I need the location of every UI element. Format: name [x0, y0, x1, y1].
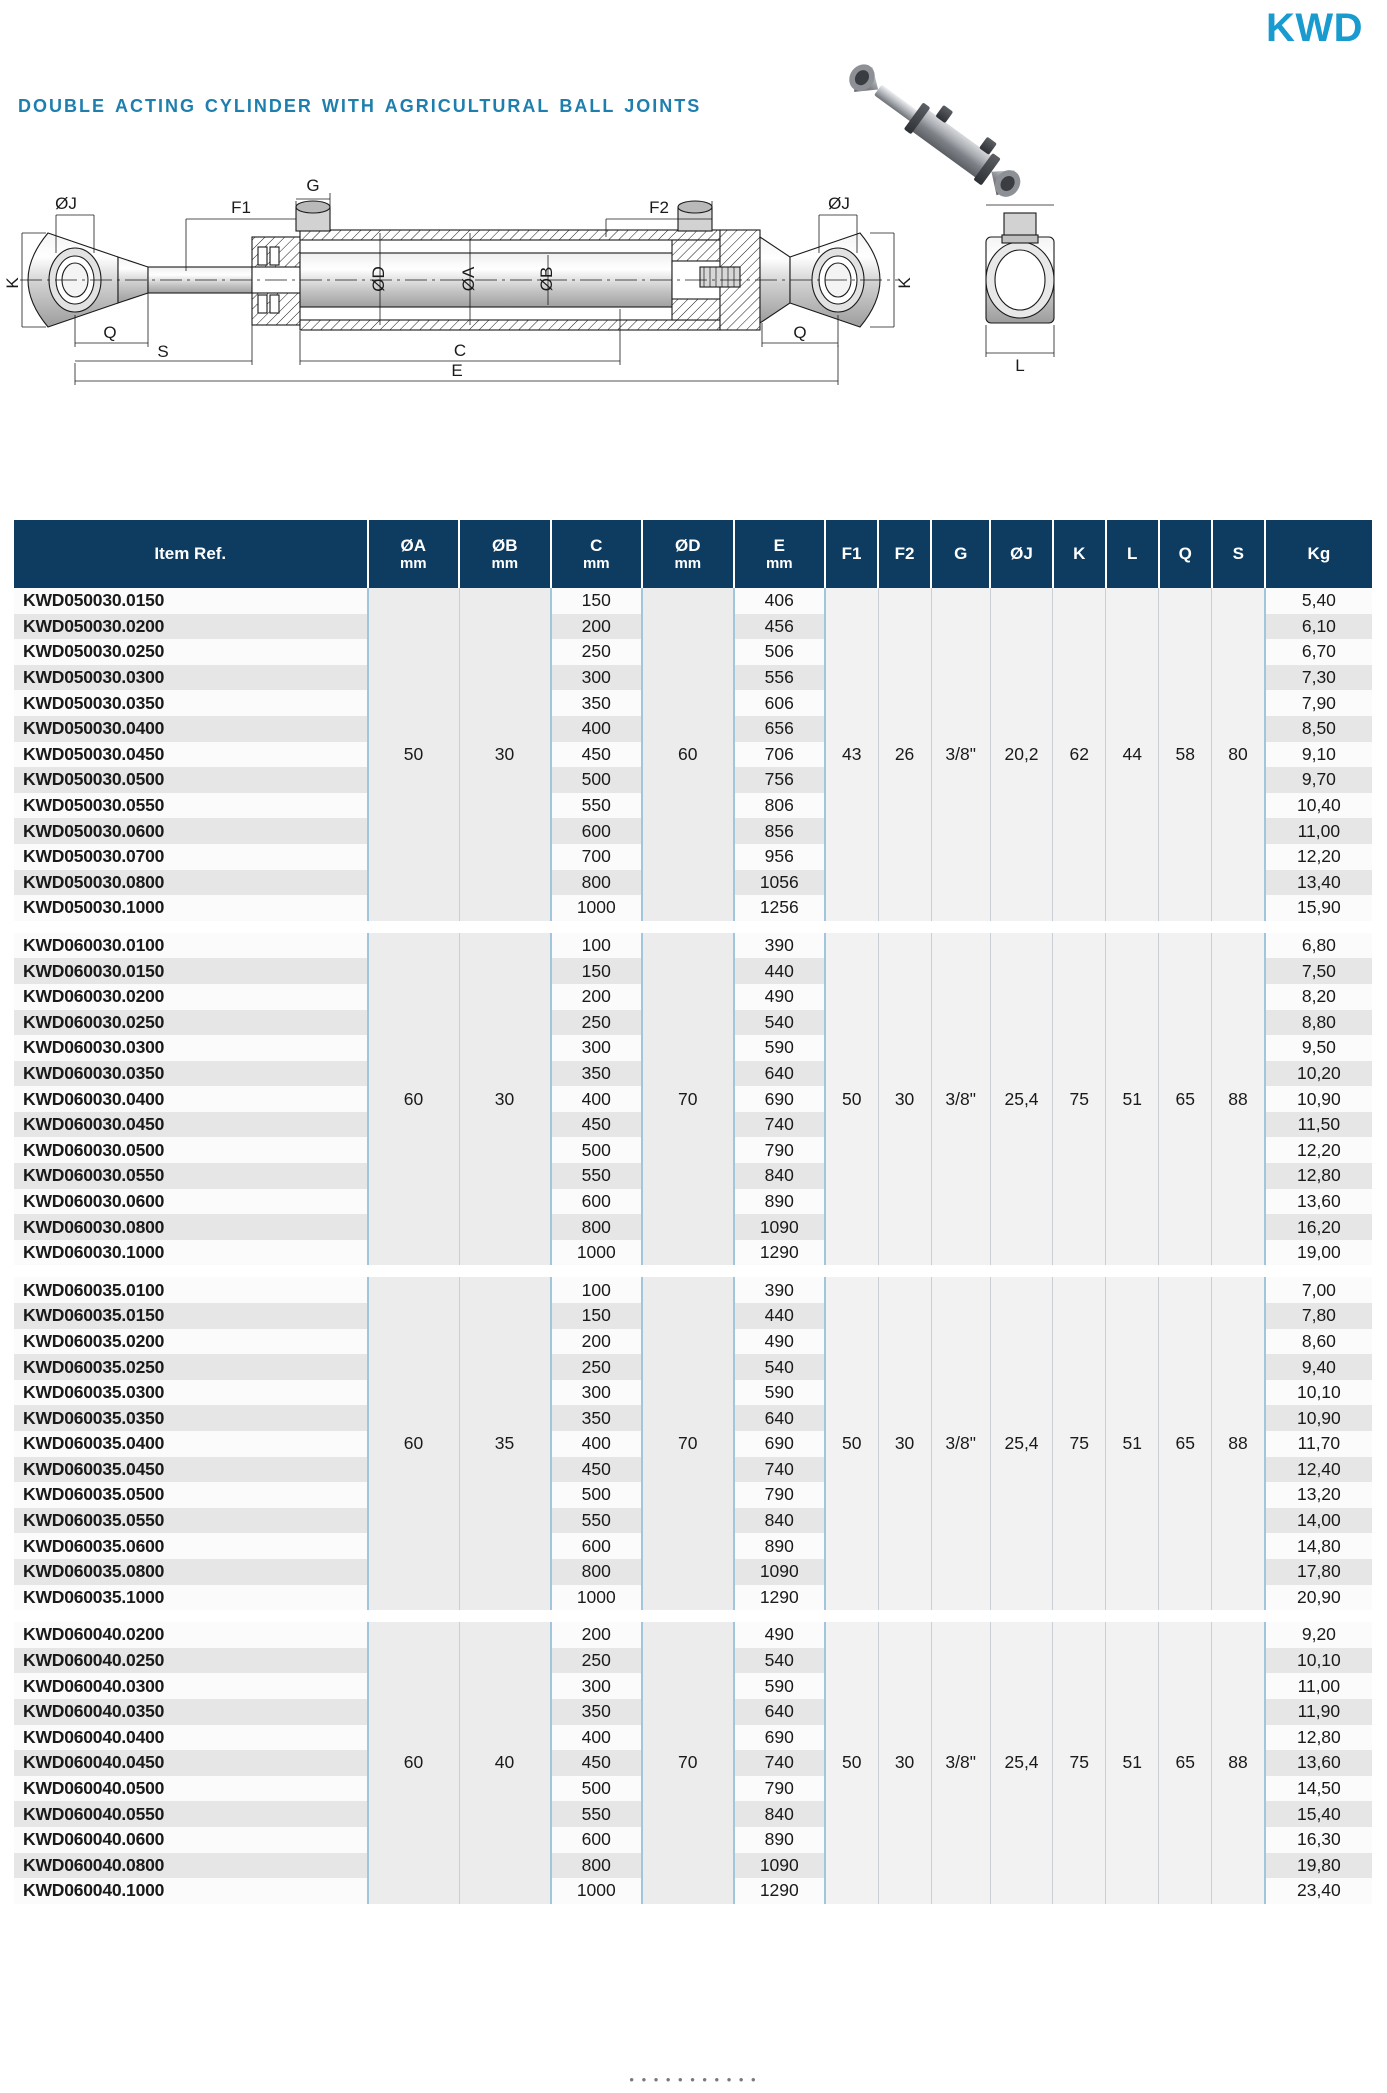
cell-c: 300 [551, 665, 643, 691]
cell-c: 100 [551, 933, 643, 959]
cell-e: 1290 [734, 1878, 826, 1904]
cell-c: 350 [551, 690, 643, 716]
cell-item-ref: KWD050030.0200 [14, 614, 368, 640]
cell-c: 400 [551, 1086, 643, 1112]
table-row[interactable] [14, 588, 1372, 614]
cell-item-ref: KWD060040.1000 [14, 1878, 368, 1904]
cell-kg: 11,90 [1265, 1699, 1372, 1725]
cell-item-ref: KWD050030.0400 [14, 716, 368, 742]
cell-item-ref: KWD060030.1000 [14, 1240, 368, 1266]
cell-s: 88 [1212, 1622, 1265, 1904]
cell-oa: 60 [368, 933, 460, 1266]
cell-e: 790 [734, 1776, 826, 1802]
cell-e: 740 [734, 1457, 826, 1483]
cell-item-ref: KWD060035.0350 [14, 1405, 368, 1431]
cell-e: 556 [734, 665, 826, 691]
cell-e: 590 [734, 1380, 826, 1406]
col-header-ref: Item Ref. [14, 520, 368, 588]
cell-c: 500 [551, 767, 643, 793]
cell-item-ref: KWD060035.1000 [14, 1585, 368, 1611]
col-header-l: L [1106, 520, 1159, 588]
cell-item-ref: KWD050030.0350 [14, 690, 368, 716]
col-header-e: E mm [734, 520, 826, 588]
table-body [14, 588, 1372, 1904]
cell-item-ref: KWD060035.0100 [14, 1277, 368, 1303]
cell-item-ref: KWD060030.0250 [14, 1010, 368, 1036]
cell-s: 88 [1212, 1277, 1265, 1610]
cell-c: 400 [551, 716, 643, 742]
cell-kg: 6,70 [1265, 639, 1372, 665]
cell-item-ref: KWD050030.0450 [14, 742, 368, 768]
cell-g: 3/8" [931, 933, 990, 1266]
cell-k: 75 [1053, 933, 1106, 1266]
cell-e: 1090 [734, 1853, 826, 1879]
cell-e: 690 [734, 1725, 826, 1751]
cell-kg: 8,50 [1265, 716, 1372, 742]
label-l: L [1015, 356, 1025, 375]
cell-e: 740 [734, 1750, 826, 1776]
cell-kg: 20,90 [1265, 1585, 1372, 1611]
col-header-kg: Kg [1265, 520, 1372, 588]
cell-c: 350 [551, 1061, 643, 1087]
cell-kg: 10,40 [1265, 793, 1372, 819]
col-header-g: G [931, 520, 990, 588]
cell-kg: 13,20 [1265, 1482, 1372, 1508]
cell-oa: 60 [368, 1622, 460, 1904]
cell-item-ref: KWD060030.0100 [14, 933, 368, 959]
cell-item-ref: KWD050030.0250 [14, 639, 368, 665]
cell-e: 840 [734, 1801, 826, 1827]
cell-oj: 25,4 [990, 1622, 1052, 1904]
label-oj-left: ØJ [55, 194, 77, 213]
cell-kg: 13,40 [1265, 870, 1372, 896]
col-header-c: C mm [551, 520, 643, 588]
cell-e: 890 [734, 1189, 826, 1215]
cell-e: 540 [734, 1354, 826, 1380]
cell-item-ref: KWD060030.0600 [14, 1189, 368, 1215]
cell-c: 150 [551, 588, 643, 614]
footer-decoration: • • • • • • • • • • • [629, 2072, 758, 2087]
cell-l: 51 [1106, 1277, 1159, 1610]
block-separator [14, 921, 1372, 933]
cell-e: 890 [734, 1533, 826, 1559]
cell-c: 1000 [551, 1240, 643, 1266]
cell-kg: 16,20 [1265, 1214, 1372, 1240]
cell-item-ref: KWD060040.0350 [14, 1699, 368, 1725]
cell-kg: 7,30 [1265, 665, 1372, 691]
cell-item-ref: KWD060040.0400 [14, 1725, 368, 1751]
cell-q: 58 [1159, 588, 1212, 921]
cell-e: 540 [734, 1010, 826, 1036]
cell-od: 70 [642, 1277, 734, 1610]
cell-c: 550 [551, 1508, 643, 1534]
cell-kg: 11,00 [1265, 1673, 1372, 1699]
cell-f2: 26 [878, 588, 931, 921]
cell-od: 70 [642, 933, 734, 1266]
label-oa: ØA [459, 266, 478, 292]
cell-item-ref: KWD060040.0550 [14, 1801, 368, 1827]
cell-e: 1290 [734, 1240, 826, 1266]
cell-e: 590 [734, 1035, 826, 1061]
cell-q: 65 [1159, 1277, 1212, 1610]
label-k-left: K [3, 277, 22, 289]
cell-item-ref: KWD050030.0300 [14, 665, 368, 691]
cell-e: 740 [734, 1112, 826, 1138]
cell-kg: 19,80 [1265, 1853, 1372, 1879]
cell-c: 250 [551, 1354, 643, 1380]
cell-oj: 25,4 [990, 933, 1052, 1266]
cell-g: 3/8" [931, 588, 990, 921]
cell-kg: 12,20 [1265, 844, 1372, 870]
cell-c: 550 [551, 1163, 643, 1189]
cell-e: 406 [734, 588, 826, 614]
cell-kg: 13,60 [1265, 1750, 1372, 1776]
cell-e: 640 [734, 1061, 826, 1087]
cell-e: 706 [734, 742, 826, 768]
cell-c: 600 [551, 818, 643, 844]
cell-kg: 9,40 [1265, 1354, 1372, 1380]
cell-ob: 40 [459, 1622, 551, 1904]
cell-item-ref: KWD060030.0350 [14, 1061, 368, 1087]
cell-item-ref: KWD060035.0150 [14, 1303, 368, 1329]
cell-oj: 25,4 [990, 1277, 1052, 1610]
cell-e: 1056 [734, 870, 826, 896]
cell-kg: 17,80 [1265, 1559, 1372, 1585]
col-header-oa: ØA mm [368, 520, 460, 588]
cell-c: 200 [551, 984, 643, 1010]
label-q-left: Q [103, 323, 117, 342]
cell-e: 390 [734, 933, 826, 959]
cell-e: 640 [734, 1405, 826, 1431]
cell-item-ref: KWD050030.0600 [14, 818, 368, 844]
cell-e: 490 [734, 1622, 826, 1648]
cell-item-ref: KWD060035.0500 [14, 1482, 368, 1508]
label-k-right: K [895, 277, 914, 289]
cell-kg: 8,80 [1265, 1010, 1372, 1036]
cell-kg: 19,00 [1265, 1240, 1372, 1266]
col-header-q: Q [1159, 520, 1212, 588]
cell-c: 300 [551, 1035, 643, 1061]
cell-e: 490 [734, 984, 826, 1010]
cell-f2: 30 [878, 1622, 931, 1904]
cell-l: 44 [1106, 588, 1159, 921]
cell-item-ref: KWD060030.0200 [14, 984, 368, 1010]
cell-kg: 5,40 [1265, 588, 1372, 614]
cell-kg: 12,80 [1265, 1163, 1372, 1189]
cell-kg: 8,60 [1265, 1329, 1372, 1355]
cell-kg: 11,70 [1265, 1431, 1372, 1457]
model-code: KWD [1265, 6, 1363, 50]
cell-kg: 7,50 [1265, 958, 1372, 984]
technical-drawing [0, 175, 1387, 395]
cell-kg: 7,90 [1265, 690, 1372, 716]
table-header [14, 520, 1372, 588]
col-header-s: S [1212, 520, 1265, 588]
cell-c: 400 [551, 1431, 643, 1457]
cell-e: 790 [734, 1137, 826, 1163]
cell-kg: 6,80 [1265, 933, 1372, 959]
cell-kg: 15,90 [1265, 895, 1372, 921]
cell-f1: 50 [825, 1622, 878, 1904]
cell-item-ref: KWD050030.0700 [14, 844, 368, 870]
cell-c: 450 [551, 742, 643, 768]
cell-item-ref: KWD060035.0300 [14, 1380, 368, 1406]
cell-item-ref: KWD050030.0800 [14, 870, 368, 896]
cell-kg: 23,40 [1265, 1878, 1372, 1904]
spec-table [14, 520, 1372, 1904]
cell-kg: 7,00 [1265, 1277, 1372, 1303]
cell-e: 656 [734, 716, 826, 742]
cell-item-ref: KWD060040.0450 [14, 1750, 368, 1776]
cell-e: 506 [734, 639, 826, 665]
cell-e: 806 [734, 793, 826, 819]
cell-item-ref: KWD060030.0150 [14, 958, 368, 984]
cell-c: 450 [551, 1457, 643, 1483]
cell-e: 790 [734, 1482, 826, 1508]
cell-e: 606 [734, 690, 826, 716]
cell-f1: 50 [825, 933, 878, 1266]
cell-item-ref: KWD060040.0300 [14, 1673, 368, 1699]
cell-e: 590 [734, 1673, 826, 1699]
label-f1: F1 [231, 198, 251, 217]
cell-c: 300 [551, 1380, 643, 1406]
cell-kg: 8,20 [1265, 984, 1372, 1010]
cell-c: 500 [551, 1137, 643, 1163]
cell-k: 62 [1053, 588, 1106, 921]
cell-item-ref: KWD050030.0550 [14, 793, 368, 819]
cell-e: 956 [734, 844, 826, 870]
cell-c: 250 [551, 639, 643, 665]
block-separator [14, 1265, 1372, 1277]
cell-oj: 20,2 [990, 588, 1052, 921]
col-header-ob: ØB mm [459, 520, 551, 588]
cell-kg: 11,00 [1265, 818, 1372, 844]
cell-c: 200 [551, 1622, 643, 1648]
cell-kg: 10,90 [1265, 1086, 1372, 1112]
cell-kg: 13,60 [1265, 1189, 1372, 1215]
cell-e: 690 [734, 1086, 826, 1112]
cell-e: 1090 [734, 1214, 826, 1240]
cell-c: 150 [551, 1303, 643, 1329]
cell-s: 80 [1212, 588, 1265, 921]
cell-kg: 6,10 [1265, 614, 1372, 640]
cell-c: 600 [551, 1189, 643, 1215]
label-q-right: Q [793, 323, 807, 342]
spec-table-container [14, 520, 1372, 1904]
cell-kg: 12,40 [1265, 1457, 1372, 1483]
cell-item-ref: KWD060040.0200 [14, 1622, 368, 1648]
cell-c: 250 [551, 1010, 643, 1036]
cell-kg: 12,20 [1265, 1137, 1372, 1163]
cell-e: 1290 [734, 1585, 826, 1611]
cell-q: 65 [1159, 933, 1212, 1266]
table-row[interactable] [14, 1622, 1372, 1648]
cell-kg: 10,10 [1265, 1648, 1372, 1674]
cell-item-ref: KWD050030.1000 [14, 895, 368, 921]
cell-c: 700 [551, 844, 643, 870]
cell-e: 456 [734, 614, 826, 640]
cell-c: 150 [551, 958, 643, 984]
cell-kg: 10,10 [1265, 1380, 1372, 1406]
cell-f1: 43 [825, 588, 878, 921]
cell-c: 800 [551, 1853, 643, 1879]
cell-c: 200 [551, 614, 643, 640]
cell-e: 1090 [734, 1559, 826, 1585]
cell-c: 300 [551, 1673, 643, 1699]
cell-e: 440 [734, 958, 826, 984]
cell-kg: 10,20 [1265, 1061, 1372, 1087]
cell-c: 350 [551, 1405, 643, 1431]
label-s: S [157, 342, 169, 361]
cell-e: 540 [734, 1648, 826, 1674]
cell-od: 60 [642, 588, 734, 921]
cell-e: 890 [734, 1827, 826, 1853]
cell-item-ref: KWD060030.0400 [14, 1086, 368, 1112]
cell-kg: 7,80 [1265, 1303, 1372, 1329]
cell-k: 75 [1053, 1622, 1106, 1904]
cell-c: 1000 [551, 1585, 643, 1611]
cell-c: 800 [551, 1559, 643, 1585]
cell-c: 500 [551, 1776, 643, 1802]
cell-e: 440 [734, 1303, 826, 1329]
label-g: G [306, 176, 320, 195]
label-ob: ØB [537, 266, 556, 292]
cell-oa: 60 [368, 1277, 460, 1610]
cell-c: 600 [551, 1533, 643, 1559]
cell-item-ref: KWD060040.0250 [14, 1648, 368, 1674]
cell-item-ref: KWD060030.0550 [14, 1163, 368, 1189]
cell-c: 1000 [551, 1878, 643, 1904]
cell-k: 75 [1053, 1277, 1106, 1610]
cell-item-ref: KWD060035.0450 [14, 1457, 368, 1483]
table-row[interactable] [14, 933, 1372, 959]
cell-item-ref: KWD060040.0600 [14, 1827, 368, 1853]
cell-kg: 14,00 [1265, 1508, 1372, 1534]
cell-ob: 35 [459, 1277, 551, 1610]
cell-e: 840 [734, 1508, 826, 1534]
cell-g: 3/8" [931, 1277, 990, 1610]
cell-l: 51 [1106, 1622, 1159, 1904]
cell-e: 1256 [734, 895, 826, 921]
cell-e: 690 [734, 1431, 826, 1457]
cell-item-ref: KWD060040.0800 [14, 1853, 368, 1879]
cell-kg: 11,50 [1265, 1112, 1372, 1138]
cell-kg: 9,70 [1265, 767, 1372, 793]
cell-item-ref: KWD060030.0300 [14, 1035, 368, 1061]
cell-c: 350 [551, 1699, 643, 1725]
cell-c: 450 [551, 1750, 643, 1776]
cell-e: 390 [734, 1277, 826, 1303]
cell-f1: 50 [825, 1277, 878, 1610]
cell-c: 500 [551, 1482, 643, 1508]
cell-kg: 10,90 [1265, 1405, 1372, 1431]
cell-item-ref: KWD060035.0600 [14, 1533, 368, 1559]
cell-item-ref: KWD060030.0450 [14, 1112, 368, 1138]
cell-c: 600 [551, 1827, 643, 1853]
cell-g: 3/8" [931, 1622, 990, 1904]
cell-item-ref: KWD060035.0400 [14, 1431, 368, 1457]
label-od: ØD [369, 266, 388, 292]
cell-item-ref: KWD060035.0250 [14, 1354, 368, 1380]
cell-ob: 30 [459, 933, 551, 1266]
cell-kg: 9,10 [1265, 742, 1372, 768]
cell-f2: 30 [878, 1277, 931, 1610]
cell-od: 70 [642, 1622, 734, 1904]
col-header-k: K [1053, 520, 1106, 588]
cell-e: 840 [734, 1163, 826, 1189]
cell-c: 250 [551, 1648, 643, 1674]
cell-c: 550 [551, 793, 643, 819]
cell-kg: 14,50 [1265, 1776, 1372, 1802]
cell-kg: 16,30 [1265, 1827, 1372, 1853]
cell-e: 856 [734, 818, 826, 844]
cell-item-ref: KWD050030.0500 [14, 767, 368, 793]
cell-e: 640 [734, 1699, 826, 1725]
cell-c: 450 [551, 1112, 643, 1138]
label-e: E [451, 361, 463, 380]
cell-ob: 30 [459, 588, 551, 921]
cell-oa: 50 [368, 588, 460, 921]
col-header-f1: F1 [825, 520, 878, 588]
cell-c: 100 [551, 1277, 643, 1303]
label-c: C [453, 341, 467, 360]
cell-c: 800 [551, 870, 643, 896]
col-header-f2: F2 [878, 520, 931, 588]
cell-item-ref: KWD060040.0500 [14, 1776, 368, 1802]
cell-item-ref: KWD060035.0550 [14, 1508, 368, 1534]
cell-q: 65 [1159, 1622, 1212, 1904]
cell-kg: 12,80 [1265, 1725, 1372, 1751]
cell-kg: 9,50 [1265, 1035, 1372, 1061]
table-row[interactable] [14, 1277, 1372, 1303]
cell-kg: 14,80 [1265, 1533, 1372, 1559]
cell-item-ref: KWD060035.0200 [14, 1329, 368, 1355]
cell-c: 800 [551, 1214, 643, 1240]
cell-c: 400 [551, 1725, 643, 1751]
cell-c: 200 [551, 1329, 643, 1355]
cell-e: 756 [734, 767, 826, 793]
cell-s: 88 [1212, 933, 1265, 1266]
cell-l: 51 [1106, 933, 1159, 1266]
page-title: double acting cylinder with agricultural ball joints [18, 90, 702, 118]
block-separator [14, 1610, 1372, 1622]
cell-c: 550 [551, 1801, 643, 1827]
cell-kg: 9,20 [1265, 1622, 1372, 1648]
cell-c: 1000 [551, 895, 643, 921]
cell-item-ref: KWD060035.0800 [14, 1559, 368, 1585]
cell-f2: 30 [878, 933, 931, 1266]
table-header-row [14, 520, 1372, 588]
cell-item-ref: KWD050030.0150 [14, 588, 368, 614]
cell-kg: 15,40 [1265, 1801, 1372, 1827]
col-header-od: ØD mm [642, 520, 734, 588]
label-f2: F2 [649, 198, 669, 217]
col-header-oj: ØJ [990, 520, 1052, 588]
cell-item-ref: KWD060030.0800 [14, 1214, 368, 1240]
cell-e: 490 [734, 1329, 826, 1355]
cell-item-ref: KWD060030.0500 [14, 1137, 368, 1163]
label-oj-right: ØJ [828, 194, 850, 213]
